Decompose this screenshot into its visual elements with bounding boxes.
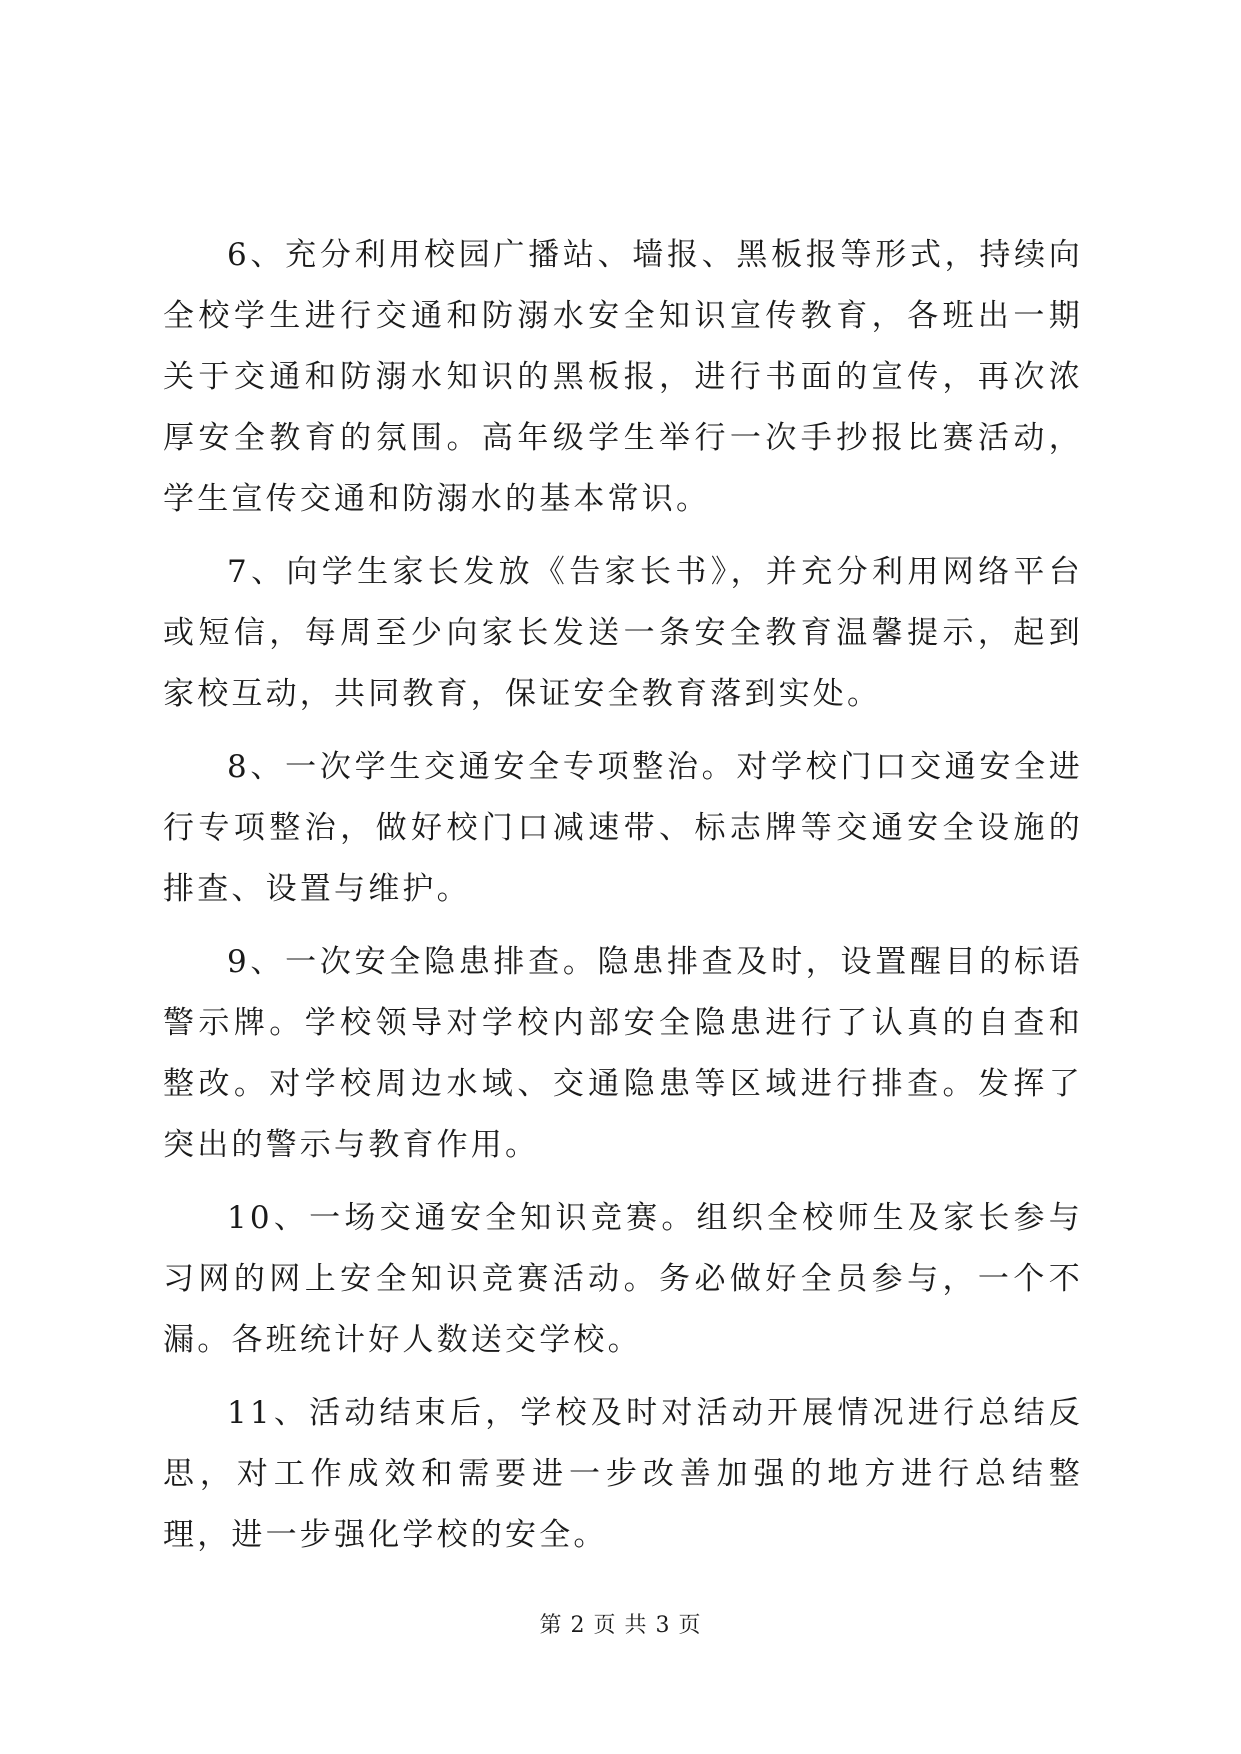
paragraph-item-9: 9、一次安全隐患排查。隐患排查及时，设置醒目的标语警示牌。学校领导对学校内部安全隐患进行了认真的自查和整改。对学校周边水域、交通隐患等区域进行排查。发挥了突出的警示与教育作用。 [163, 944, 1083, 1163]
document-body [163, 225, 1083, 1578]
paragraph-item-10: 10、一场交通安全知识竞赛。组织全校师生及家长参与习网的网上安全知识竞赛活动。务必做好全员参与，一个不漏。各班统计好人数送交学校。 [163, 1200, 1083, 1358]
paragraph-item-7: 7、向学生家长发放《告家长书》，并充分利用网络平台或短信，每周至少向家长发送一条安全教育温馨提示，起到家校互动，共同教育，保证安全教育落到实处。 [163, 554, 1083, 712]
paragraph-item-11: 11、活动结束后，学校及时对活动开展情况进行总结反思，对工作成效和需要进一步改善加强的地方进行总结整理，进一步强化学校的安全。 [163, 1395, 1083, 1553]
paragraph-item-6: 6、充分利用校园广播站、墙报、黑板报等形式，持续向全校学生进行交通和防溺水安全知识宣传教育，各班出一期关于交通和防溺水知识的黑板报，进行书面的宣传，再次浓厚安全教育的氛围。高年级学生举行一次手抄报比赛活动，学生宣传交通和防溺水的基本常识。 [163, 237, 1083, 517]
paragraph-item-8: 8、一次学生交通安全专项整治。对学校门口交通安全进行专项整治，做好校门口减速带、标志牌等交通安全设施的排查、设置与维护。 [163, 749, 1083, 907]
page-number-footer: 第 2 页 共 3 页 [539, 1613, 702, 1638]
